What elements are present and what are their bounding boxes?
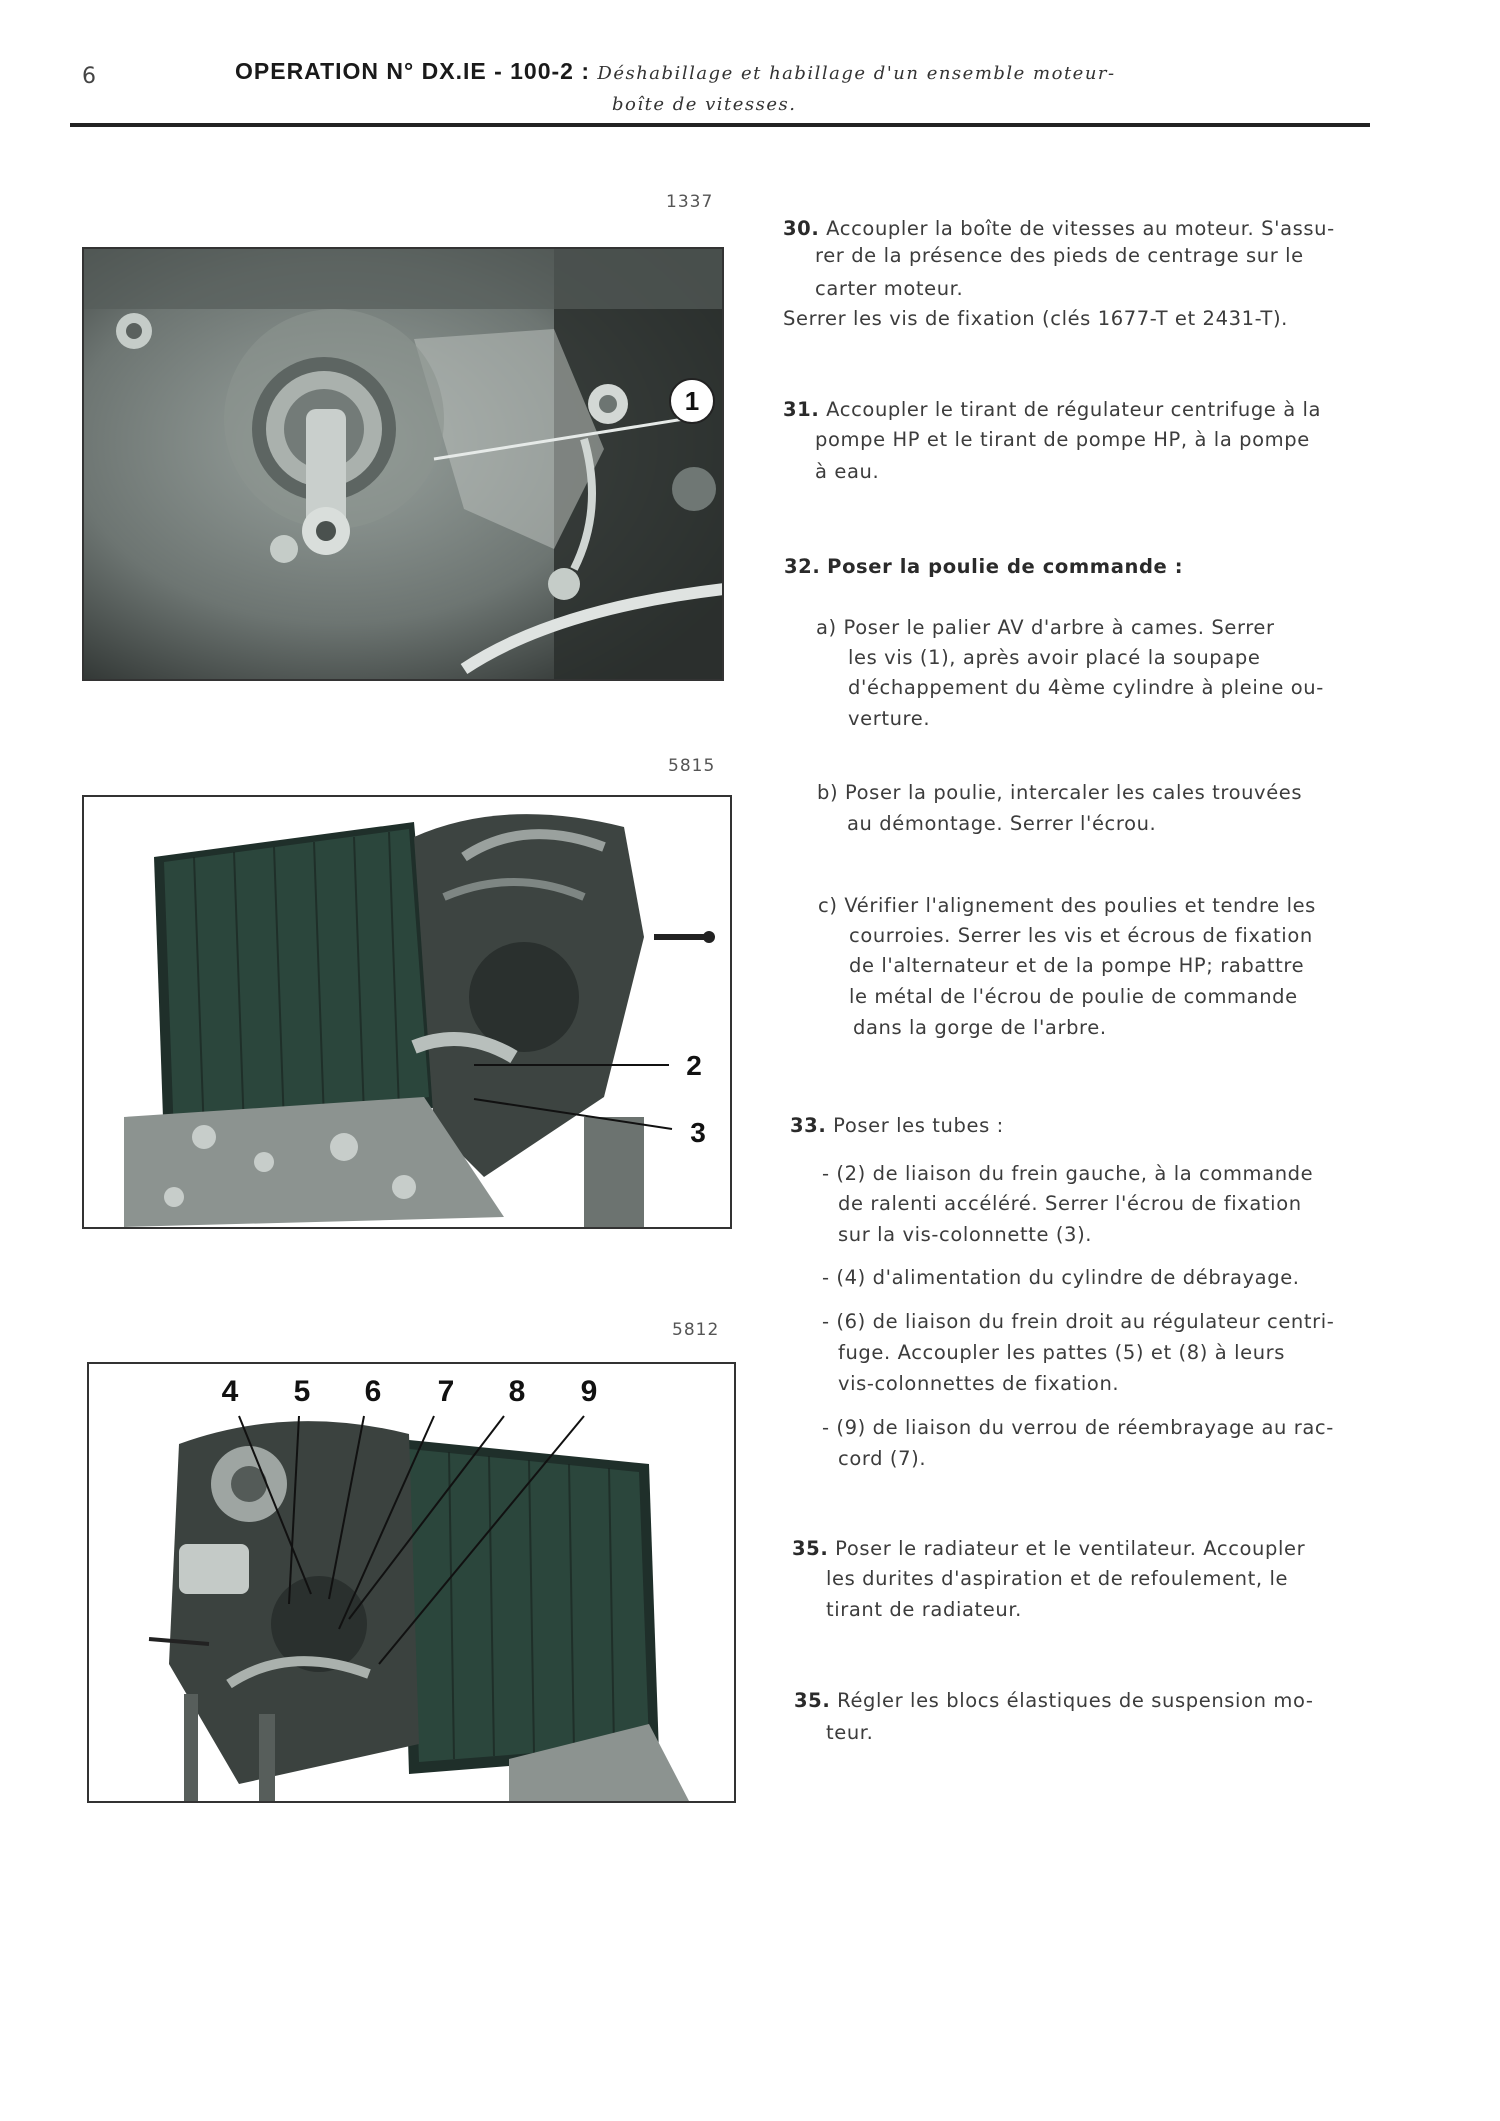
header-rule	[70, 123, 1370, 127]
operation-subtitle-line2: boîte de vitesses.	[612, 94, 797, 115]
step-30-line3: carter moteur.	[815, 277, 964, 300]
figure-ref-1337: 1337	[666, 192, 714, 212]
step-35a-number: 35.	[792, 1537, 829, 1560]
step-32a-line2: les vis (1), après avoir placé la soupape	[848, 646, 1261, 669]
step-33-number: 33.	[790, 1114, 827, 1137]
operation-subtitle-line1: Déshabillage et habillage d'un ensemble moteur-	[597, 63, 1116, 84]
step-35b-line2: teur.	[826, 1721, 874, 1744]
step-32c-line3: de l'alternateur et de la pompe HP; rabattre	[849, 954, 1305, 977]
step-32c-line2: courroies. Serrer les vis et écrous de fixation	[849, 924, 1313, 947]
step-35a-line2: les durites d'aspiration et de refoulement, le	[826, 1567, 1289, 1590]
operation-title	[235, 58, 1116, 85]
figure-photo-camshaft-bearing	[82, 247, 724, 681]
step-32-title: Poser la poulie de commande :	[827, 555, 1184, 578]
step-31-line3: à eau.	[815, 460, 880, 483]
step-30-line2: rer de la présence des pieds de centrage sur le	[815, 244, 1304, 267]
callout-4: 4	[221, 1375, 239, 1408]
step-33-title: Poser les tubes :	[833, 1114, 1004, 1137]
step-32c-line4: le métal de l'écrou de poulie de commande	[849, 985, 1298, 1008]
page-number: 6	[82, 64, 96, 89]
step-35a-line1	[792, 1533, 1305, 1564]
step-33-item3-line3: vis-colonnettes de fixation.	[838, 1372, 1120, 1395]
step-32a-line1: a) Poser le palier AV d'arbre à cames. Serrer	[816, 616, 1275, 639]
figure-photo-engine-right	[87, 1362, 736, 1803]
step-33-item3-line1: - (6) de liaison du frein droit au régulateur centri-	[822, 1310, 1335, 1333]
step-32a-line4: verture.	[848, 707, 931, 730]
figure-ref-5812: 5812	[672, 1320, 720, 1340]
step-30-line4: Serrer les vis de fixation (clés 1677-T et 2431-T).	[783, 307, 1288, 330]
callout-2: 2	[686, 1050, 702, 1081]
step-35b-line1	[794, 1685, 1313, 1716]
callout-9: 9	[580, 1375, 598, 1408]
figure-ref-5815: 5815	[668, 756, 716, 776]
callout-7: 7	[437, 1375, 455, 1408]
step-30-text: Accoupler la boîte de vitesses au moteur. S'assu-	[826, 217, 1335, 240]
step-32c-line1: c) Vérifier l'alignement des poulies et tendre les	[818, 894, 1316, 917]
step-33-item1-line3: sur la vis-colonnette (3).	[838, 1223, 1093, 1246]
step-35a-line3: tirant de radiateur.	[826, 1598, 1022, 1621]
step-32-number: 32.	[784, 555, 821, 578]
figure-photo-engine-left	[82, 795, 732, 1229]
step-33-item1-line2: de ralenti accéléré. Serrer l'écrou de fixation	[838, 1192, 1302, 1215]
step-31-line2: pompe HP et le tirant de pompe HP, à la pompe	[815, 428, 1310, 451]
step-32c-line5: dans la gorge de l'arbre.	[853, 1016, 1107, 1039]
step-33-item1-line1: - (2) de liaison du frein gauche, à la commande	[822, 1162, 1314, 1185]
callout-1: 1	[684, 386, 700, 416]
step-35b-number: 35.	[794, 1689, 831, 1712]
step-35a-text: Poser le radiateur et le ventilateur. Accoupler	[835, 1537, 1306, 1560]
callout-8: 8	[508, 1375, 526, 1408]
callout-6: 6	[364, 1375, 382, 1408]
operation-code: OPERATION N° DX.IE - 100-2 :	[235, 58, 590, 84]
step-31-line1	[783, 394, 1321, 425]
step-30-number: 30.	[783, 217, 820, 240]
step-33-item4-line1: - (9) de liaison du verrou de réembrayage au rac-	[822, 1416, 1334, 1439]
step-32a-line3: d'échappement du 4ème cylindre à pleine ou-	[848, 676, 1324, 699]
step-32b-line1: b) Poser la poulie, intercaler les cales trouvées	[817, 781, 1303, 804]
step-32-heading	[784, 551, 1183, 582]
callout-3: 3	[690, 1117, 706, 1148]
step-31-text: Accoupler le tirant de régulateur centrifuge à la	[826, 398, 1322, 421]
step-32b-line2: au démontage. Serrer l'écrou.	[847, 812, 1157, 835]
step-33-heading	[790, 1110, 1004, 1141]
callout-5: 5	[293, 1375, 311, 1408]
step-35b-text: Régler les blocs élastiques de suspension mo-	[837, 1689, 1314, 1712]
step-31-number: 31.	[783, 398, 820, 421]
step-33-item4-line2: cord (7).	[838, 1447, 927, 1470]
step-33-item2: - (4) d'alimentation du cylindre de débrayage.	[822, 1266, 1300, 1289]
step-33-item3-line2: fuge. Accoupler les pattes (5) et (8) à leurs	[838, 1341, 1286, 1364]
